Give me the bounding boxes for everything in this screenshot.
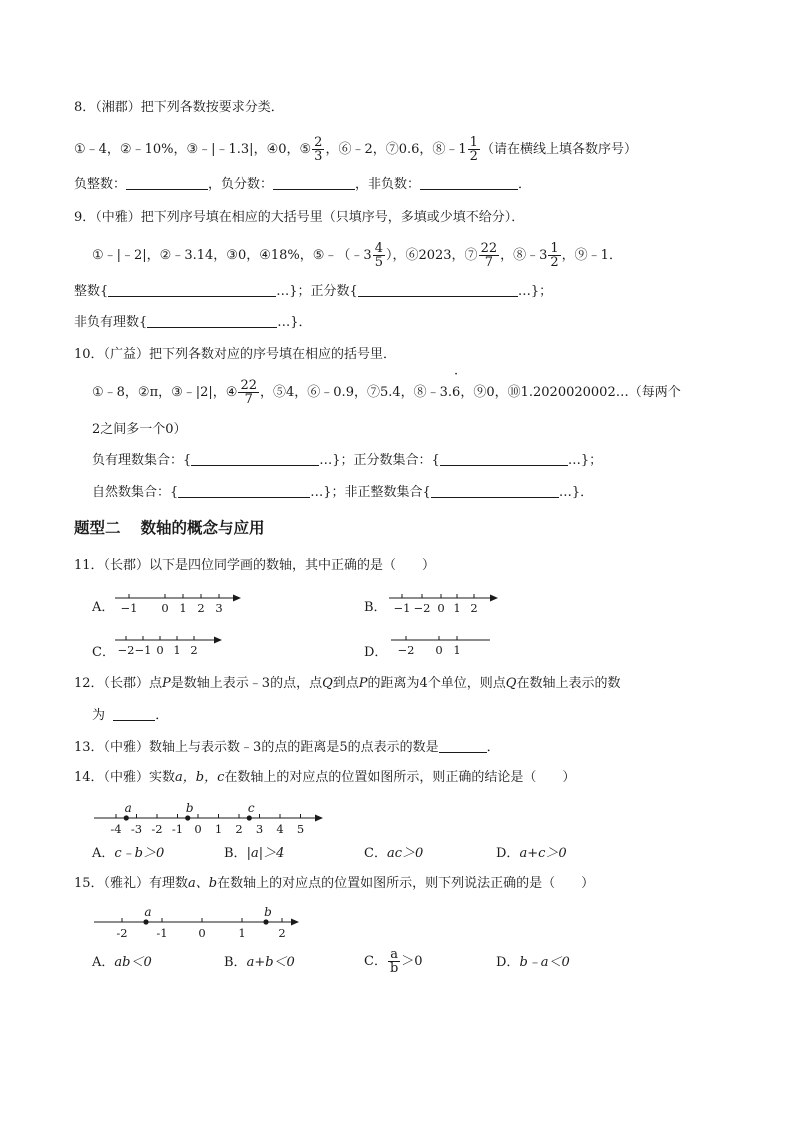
q13-line: 13．（中雅）数轴上与表示数﹣3的点的距离是5的点表示的数是 ． — [74, 740, 500, 755]
tick-label: -4 — [110, 822, 122, 836]
q11-axis-b — [384, 588, 504, 616]
point-label-a: a — [124, 801, 132, 815]
point-label-c: c — [247, 801, 255, 815]
q15-option-d[interactable]: D．b﹣a＜0 — [496, 955, 570, 970]
q14-title: 14．（中雅）实数a，b，c在数轴上的对应点的位置如图所示，则正确的结论是（ ） — [74, 770, 576, 785]
q14-option-b[interactable]: B．|a|＞4 — [224, 846, 285, 861]
tick-label: 0 — [198, 926, 206, 940]
answer-blank-q12[interactable] — [113, 708, 155, 721]
axis-arrow — [291, 919, 299, 926]
tick-label: 2 — [470, 601, 478, 615]
tick-label: 1 — [238, 926, 246, 940]
q8-answer-line: 负整数： ，负分数： ，非负数： ． — [74, 177, 532, 192]
q10-set-line-2: 自然数集合：{ …}；非正整数集合{ …}． — [92, 485, 594, 500]
q11-option-d-key[interactable]: D． — [364, 645, 388, 660]
tick-label: −2 — [413, 601, 431, 615]
q9-set-line-1: 整数{ …}；正分数{ …}； — [74, 284, 553, 299]
q11-axis-d — [386, 630, 496, 658]
answer-blank-natural[interactable] — [178, 485, 310, 498]
tick-label: 1 — [173, 643, 181, 657]
fraction: $\frac{22}{7}$ — [480, 241, 498, 270]
tick-label: −1 — [120, 601, 138, 615]
q9-items: ①﹣|﹣2|，②﹣3.14，③0，④18%，⑤﹣（﹣3 $\frac{4}{5}$ ），⑥2023，⑦ $\frac{22}{7}$ ，⑧﹣3 $\frac{1}{2}$ ，⑨﹣1． — [92, 241, 622, 270]
answer-blank-nonneg-rational[interactable] — [147, 315, 277, 328]
fraction: $\frac{22}{7}$ — [240, 378, 258, 407]
q14-number-line — [90, 796, 330, 838]
tick-label: -1 — [171, 822, 184, 836]
q9-title: 9．（中雅）把下列序号填在相应的大括号里（只填序号，多填或少填不给分）． — [74, 210, 525, 225]
q12-line2: 为 ． — [92, 708, 169, 723]
tick-label: −1 — [134, 643, 152, 657]
tick-label: 0 — [194, 822, 202, 836]
tick-label: 2 — [190, 643, 198, 657]
q10-title: 10．（广益）把下列各数对应的序号填在相应的括号里． — [74, 347, 397, 362]
tick-label: 5 — [296, 822, 305, 836]
tick-label: 4 — [276, 822, 284, 836]
tick-label: 0 — [161, 601, 169, 615]
answer-blank-integers[interactable] — [108, 284, 276, 297]
tick-label: 2 — [235, 822, 243, 836]
axis-arrow — [315, 815, 323, 822]
tick-label: 1 — [214, 822, 223, 836]
point-c — [247, 815, 252, 820]
tick-label: 3 — [215, 601, 223, 615]
q14-option-d[interactable]: D．a+c＞0 — [496, 846, 567, 861]
tick-label: 3 — [255, 822, 264, 836]
tick-label: -3 — [130, 822, 143, 836]
point-label-b: b — [264, 905, 272, 919]
point-label-b: b — [185, 801, 194, 815]
tick-label: 1 — [453, 643, 461, 657]
answer-blank-nonpos-int[interactable] — [431, 485, 559, 498]
tick-label: 1 — [179, 601, 187, 615]
tick-label: −2 — [397, 643, 415, 657]
tick-label: 0 — [435, 643, 443, 657]
q11-option-c-key[interactable]: C． — [92, 645, 115, 660]
q11-axis-a — [110, 588, 250, 616]
tick-label: 2 — [278, 926, 286, 940]
q11-title: 11．（长郡）以下是四位同学画的数轴，其中正确的是（ ） — [74, 558, 436, 573]
point-b — [263, 919, 268, 924]
point-label-a: a — [144, 905, 152, 919]
q9-set-line-2: 非负有理数{ …}． — [74, 315, 312, 330]
q15-number-line — [90, 902, 310, 944]
fraction: $\frac{a}{b}$ — [389, 947, 399, 976]
tick-label: 0 — [156, 643, 164, 657]
q15-option-c[interactable]: C． $\frac{a}{b}$ ＞0 — [364, 947, 423, 976]
tick-label: -2 — [116, 926, 128, 940]
tick-label: −2 — [117, 643, 135, 657]
answer-blank-pos-frac[interactable] — [358, 284, 518, 297]
tick-label: -1 — [156, 926, 168, 940]
answer-blank-neg-frac[interactable] — [273, 177, 355, 190]
point-a — [143, 919, 148, 924]
tick-label: 0 — [437, 601, 445, 615]
answer-blank-neg-int[interactable] — [126, 177, 208, 190]
fraction: $\frac{2}{3}$ — [314, 135, 323, 164]
q15-option-b[interactable]: B．a+b＜0 — [224, 955, 295, 970]
q11-option-a-key[interactable]: A． — [92, 600, 115, 615]
q15-option-a[interactable]: A．ab＜0 — [92, 955, 152, 970]
section-heading: 题型二 数轴的概念与应用 — [74, 519, 265, 537]
tick-label: -2 — [151, 822, 163, 836]
fraction: $\frac{4}{5}$ — [374, 241, 383, 270]
q10-items-cont: 2之间多一个0） — [92, 422, 187, 437]
answer-blank-q13[interactable] — [439, 740, 487, 753]
q11-option-b-key[interactable]: B． — [364, 600, 387, 615]
q8-title: 8．（湘郡）把下列各数按要求分类． — [74, 100, 284, 115]
fraction: $\frac{1}{2}$ — [469, 135, 478, 164]
q11-axis-c — [110, 630, 230, 658]
answer-blank-pos-frac-10[interactable] — [440, 453, 568, 466]
answer-blank-neg-rational[interactable] — [191, 453, 319, 466]
point-b — [185, 815, 190, 820]
repeating-decimal: · 6 — [452, 367, 461, 400]
q10-set-line-1: 负有理数集合：{ …}；正分数集合：{ …}； — [92, 453, 603, 468]
q14-option-a[interactable]: A．c﹣b＞0 — [92, 846, 165, 861]
q14-option-c[interactable]: C．ac＞0 — [364, 846, 424, 861]
q8-items: ①﹣4，②﹣10%，③﹣|﹣1.3|，④0，⑤ $\frac{2}{3}$ ，⑥﹣2，⑦0.6，⑧﹣1 $\frac{1}{2}$ （请在横线上填各数序号） — [74, 135, 637, 164]
q10-items: ①﹣8，②π，③﹣|2|，④ $\frac{22}{7}$ ，⑤4，⑥﹣0.9，⑦5.4，⑧﹣3. · 6，⑨0，⑩1.2020020002…（每两个 — [92, 367, 681, 407]
answer-blank-nonneg[interactable] — [420, 177, 518, 190]
q12-line1: 12．（长郡）点P是数轴上表示﹣3的点，点Q到点P的距离为4个单位，则点Q在数轴上表示的数 — [74, 676, 621, 691]
tick-label: −1 — [393, 601, 411, 615]
tick-label: 1 — [453, 601, 461, 615]
point-a — [124, 815, 129, 820]
fraction: $\frac{1}{2}$ — [550, 241, 559, 270]
q15-title: 15．（雅礼）有理数a、b在数轴上的对应点的位置如图所示，则下列说法正确的是（ ） — [74, 876, 595, 891]
tick-label: 2 — [197, 601, 205, 615]
